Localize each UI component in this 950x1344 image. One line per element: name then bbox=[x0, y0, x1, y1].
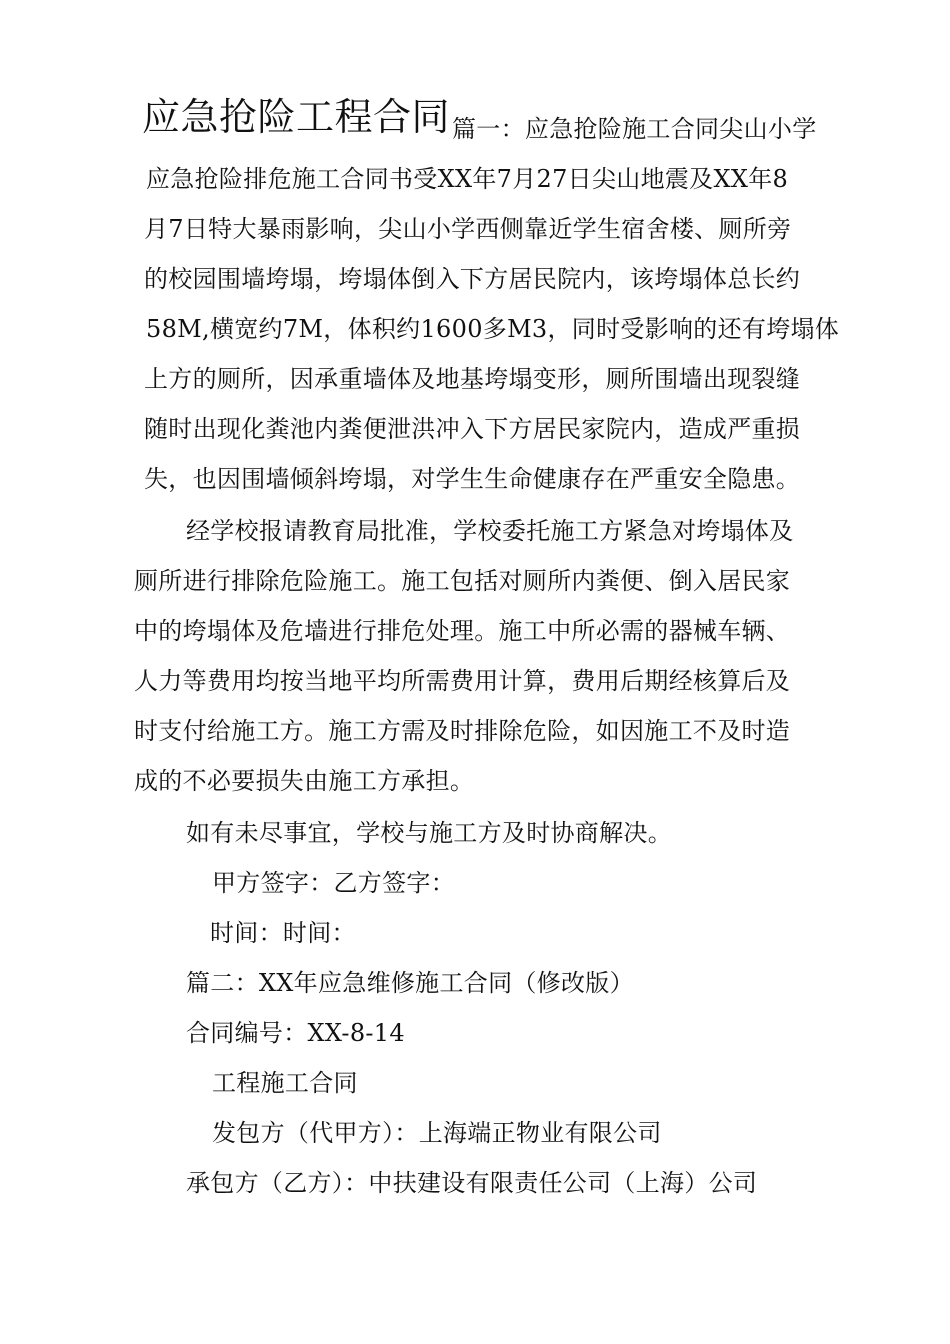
paragraph-1-line-2: 月7日特大暴雨影响，尖山小学西侧靠近学生宿舍楼、厕所旁 bbox=[144, 215, 792, 243]
paragraph-2-line-6: 成的不必要损失由施工方承担。 bbox=[134, 767, 475, 795]
paragraph-1-line-6: 随时出现化粪池内粪便泄洪冲入下方居民家院内，造成严重损 bbox=[144, 415, 801, 443]
party-a-line: 发包方（代甲方）：上海端正物业有限公司 bbox=[212, 1119, 662, 1147]
party-b-line: 承包方（乙方）：中扶建设有限责任公司（上海）公司 bbox=[186, 1169, 758, 1197]
document-title: 应急抢险工程合同 bbox=[142, 95, 451, 139]
paragraph-2-line-3: 中的垮塌体及危墙进行排危处理。施工中所必需的器械车辆、 bbox=[134, 617, 791, 645]
contract-title: 工程施工合同 bbox=[212, 1069, 358, 1097]
paragraph-1-line-1: 应急抢险排危施工合同书受XX年7月27日尖山地震及XX年8 bbox=[146, 165, 789, 193]
paragraph-2-line-5: 时支付给施工方。施工方需及时排除危险，如因施工不及时造 bbox=[134, 717, 791, 745]
contract-number: 合同编号：XX-8-14 bbox=[186, 1019, 405, 1047]
paragraph-2-line-2: 厕所进行排除危险施工。施工包括对厕所内粪便、倒入居民家 bbox=[134, 567, 791, 595]
paragraph-1-line-4: 58M,横宽约7M，体积约1600多M3，同时受影响的还有垮塌体 bbox=[146, 315, 840, 343]
signature-line: 甲方签字：乙方签字： bbox=[212, 869, 455, 897]
paragraph-1-line-7: 失，也因围墙倾斜垮塌，对学生生命健康存在严重安全隐患。 bbox=[144, 465, 801, 493]
paragraph-1-line-5: 上方的厕所，因承重墙体及地基垮塌变形，厕所围墙出现裂缝 bbox=[144, 365, 801, 393]
time-line: 时间：时间： bbox=[210, 919, 356, 947]
section-one-heading: 篇一：应急抢险施工合同尖山小学 bbox=[452, 115, 817, 143]
section-two-heading: 篇二：XX年应急维修施工合同（修改版） bbox=[186, 969, 634, 997]
paragraph-1-line-3: 的校园围墙垮塌，垮塌体倒入下方居民院内，该垮塌体总长约 bbox=[144, 265, 801, 293]
paragraph-3: 如有未尽事宜，学校与施工方及时协商解决。 bbox=[186, 819, 672, 847]
paragraph-2-line-1: 经学校报请教育局批准，学校委托施工方紧急对垮塌体及 bbox=[186, 517, 794, 545]
paragraph-2-line-4: 人力等费用均按当地平均所需费用计算，费用后期经核算后及 bbox=[134, 667, 791, 695]
